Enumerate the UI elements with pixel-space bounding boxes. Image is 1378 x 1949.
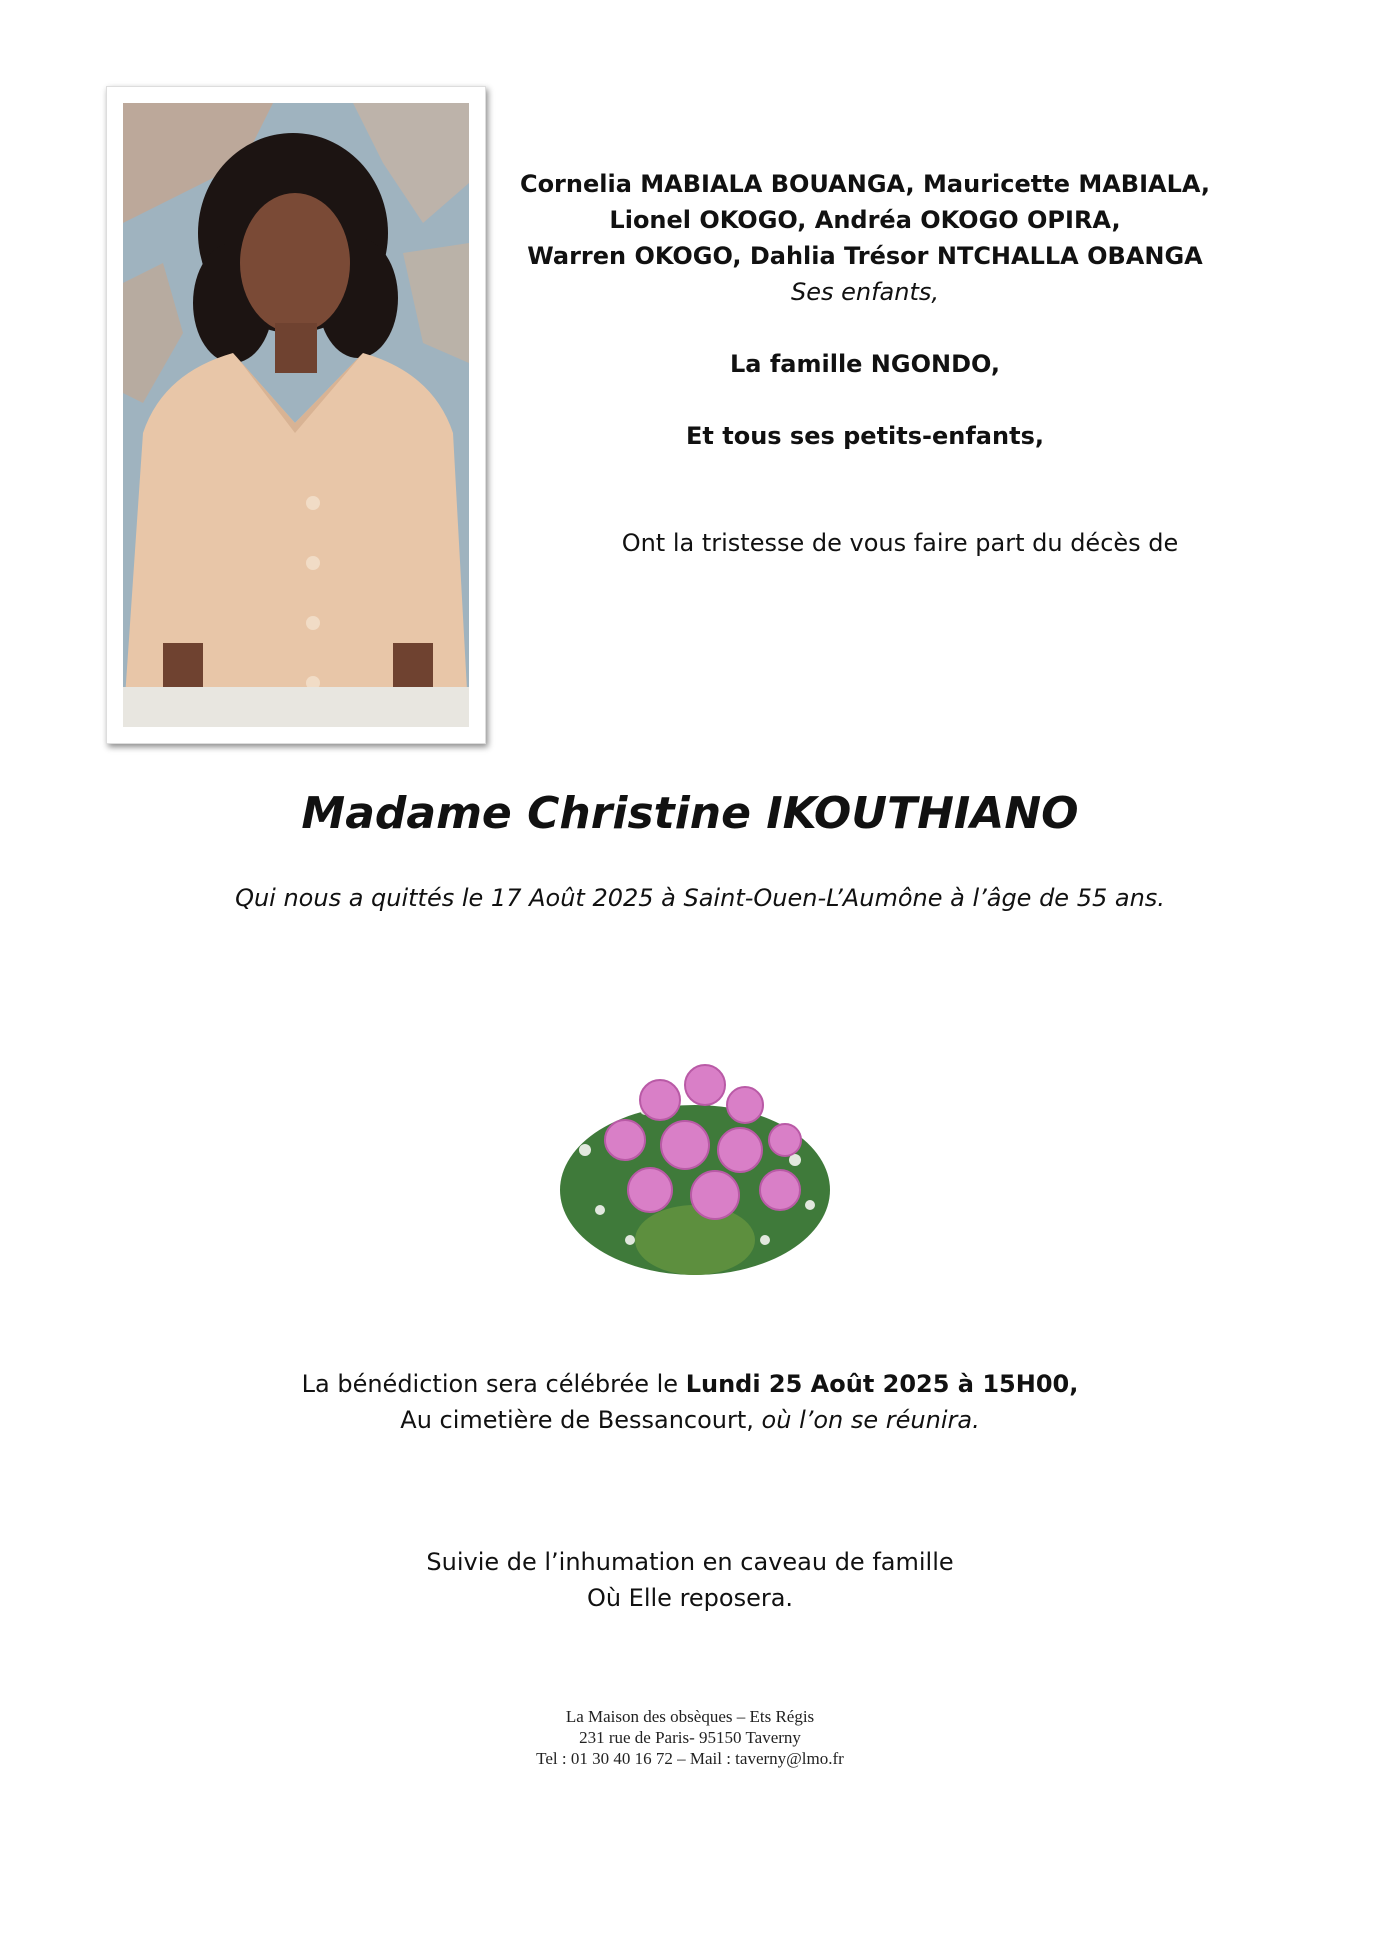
ceremony-line-1 [240, 1366, 1140, 1402]
ceremony-date: Lundi 25 Août 2025 à 15H00, [685, 1370, 1079, 1398]
announcement-text: Ont la tristesse de vous faire part du décès de [621, 529, 1179, 557]
burial-line-2: Où Elle reposera. [586, 1584, 794, 1612]
petits-enfants-label: Et tous ses petits-enfants, [686, 422, 1044, 450]
deceased-name: Madame Christine IKOUTHIANO [301, 788, 1079, 839]
family-names-line-3: Warren OKOGO, Dahlia Trésor NTCHALLA OBANGA [527, 242, 1203, 270]
ceremony-intro: La bénédiction sera célébrée le [301, 1370, 686, 1398]
family-names-line-1: Cornelia MABIALA BOUANGA, Mauricette MABIALA, [519, 170, 1211, 198]
ceremony-gathering: où l’on se réunira. [761, 1406, 980, 1434]
funeral-home-name: La Maison des obsèques – Ets Régis [565, 1707, 815, 1726]
portrait-frame [106, 86, 486, 744]
death-details: Qui nous a quittés le 17 Août 2025 à Saint-Ouen-L’Aumône à l’âge de 55 ans. [235, 884, 1165, 912]
ceremony-line-2 [240, 1402, 1140, 1438]
funeral-home-contact: Tel : 01 30 40 16 72 – Mail : taverny@lmo.fr [536, 1749, 844, 1768]
funeral-home-address: 231 rue de Paris- 95150 Taverny [579, 1728, 801, 1747]
family-names-line-2: Lionel OKOGO, Andréa OKOGO OPIRA, [609, 206, 1121, 234]
famille-label: La famille NGONDO, [730, 350, 1000, 378]
rose-bouquet-image [555, 1030, 835, 1280]
ceremony-location: Au cimetière de Bessancourt, [400, 1406, 762, 1434]
ses-enfants-label: Ses enfants, [790, 278, 940, 306]
family-names [500, 166, 1230, 274]
portrait-photo [123, 103, 469, 727]
burial-line-1: Suivie de l’inhumation en caveau de famille [426, 1548, 954, 1576]
